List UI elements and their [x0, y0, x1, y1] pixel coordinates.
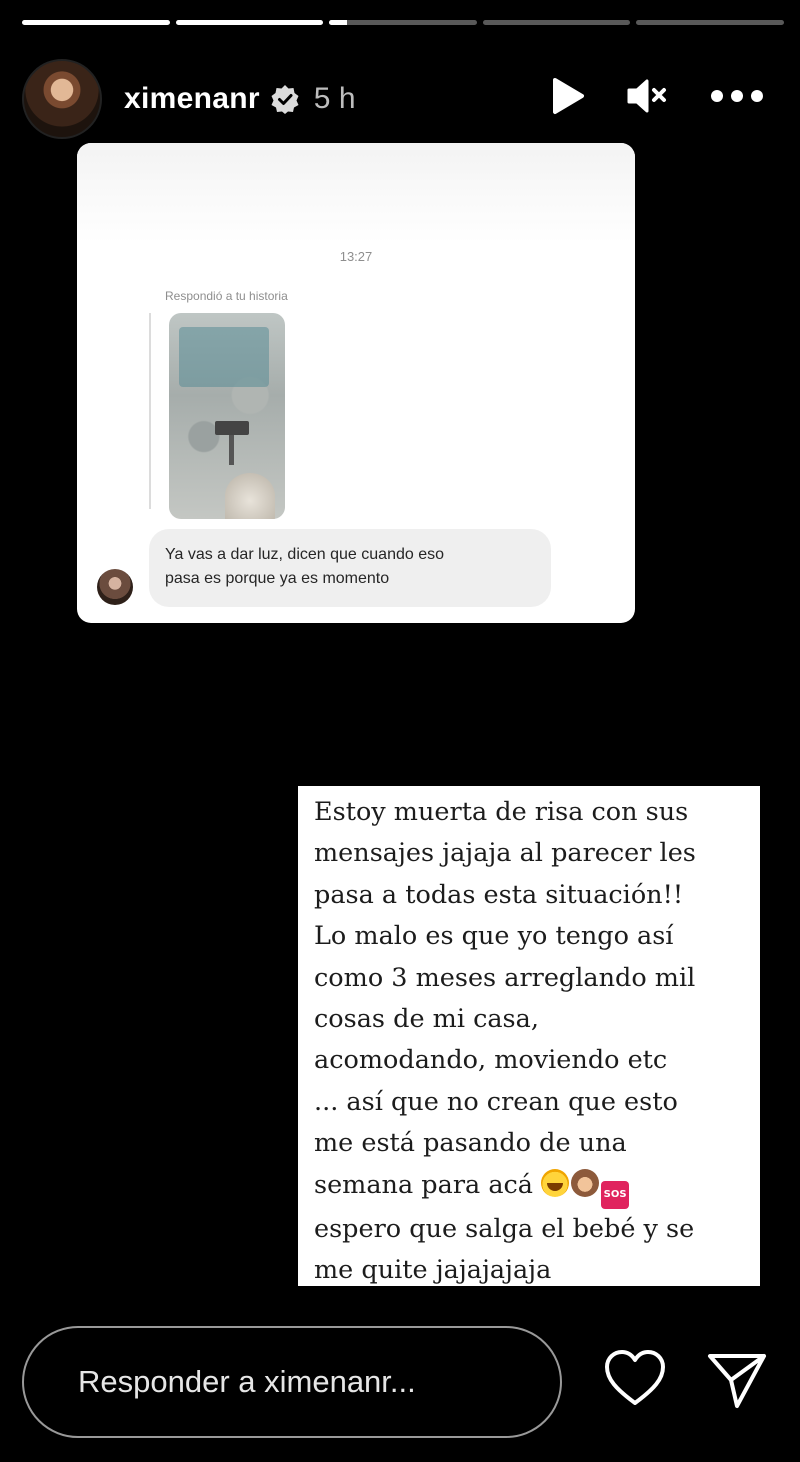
story-text-line: semana para acá: [314, 1169, 534, 1200]
reply-quote-bar: [149, 313, 151, 509]
progress-fill: [176, 20, 324, 25]
heart-icon[interactable]: [602, 1346, 668, 1412]
story-progress: [22, 20, 784, 26]
sos-emoji: SOS: [601, 1181, 629, 1209]
progress-segment-2: [176, 20, 324, 25]
avatar[interactable]: [22, 59, 102, 139]
header-controls: [550, 76, 764, 116]
story-text-line: ... así que no crean que esto: [314, 1086, 678, 1117]
progress-segment-3: [329, 20, 477, 25]
laughing-crying-emoji: [541, 1169, 569, 1197]
story-text-line: mensajes jajaja al parecer les: [314, 838, 696, 869]
play-icon[interactable]: [550, 76, 586, 116]
message-bubble: [149, 529, 551, 607]
message-line-1: Ya vas a dar luz, dicen que cuando eso: [165, 546, 444, 563]
thumbnail-text-overlay: [179, 327, 269, 387]
story-text-card: [298, 786, 760, 1286]
story-text-line: me quite jajajajaja: [314, 1255, 552, 1286]
story-text-line: acomodando, moviendo etc: [314, 1045, 668, 1076]
story-text-line: Lo malo es que yo tengo así: [314, 921, 674, 952]
more-icon[interactable]: [710, 89, 764, 103]
progress-segment-4: [483, 20, 631, 25]
muted-icon[interactable]: [626, 76, 670, 116]
sender-avatar: [97, 569, 133, 605]
progress-segment-5: [636, 20, 784, 25]
thumbnail-tool-handle: [229, 435, 234, 465]
reply-placeholder: Responder a ximenanr...: [78, 1364, 416, 1399]
progress-fill: [22, 20, 170, 25]
story-text-line: cosas de mi casa,: [314, 1004, 539, 1035]
story-text-line-with-emojis: [314, 1165, 750, 1209]
verified-badge-icon: [270, 84, 300, 114]
thumbnail-tool: [215, 421, 249, 435]
username[interactable]: ximenanr: [124, 82, 260, 115]
story-text-line: me está pasando de una: [314, 1128, 627, 1159]
story-thumbnail: [169, 313, 285, 519]
screenshot-top: [77, 143, 635, 243]
send-icon[interactable]: [704, 1348, 770, 1414]
thumbnail-lamp: [225, 473, 275, 519]
story-text-line: espero que salga el bebé y se: [314, 1213, 695, 1244]
story-time: 5 h: [313, 82, 356, 115]
see-no-evil-monkey-emoji: [571, 1169, 599, 1197]
story-text-line: Estoy muerta de risa con sus: [314, 797, 689, 827]
progress-fill: [329, 20, 347, 25]
story-text-line: como 3 meses arreglando mil: [314, 962, 696, 993]
message-timestamp: 13:27: [339, 249, 373, 264]
message-line-2: pasa es porque ya es momento: [165, 570, 390, 587]
story-text-line: pasa a todas esta situación!!: [314, 879, 684, 910]
replied-to-story-label: Respondió a tu historia: [165, 289, 288, 303]
reply-input[interactable]: [22, 1326, 562, 1438]
progress-segment-1: [22, 20, 170, 25]
dm-screenshot: [77, 143, 635, 623]
story-header: [22, 58, 778, 140]
